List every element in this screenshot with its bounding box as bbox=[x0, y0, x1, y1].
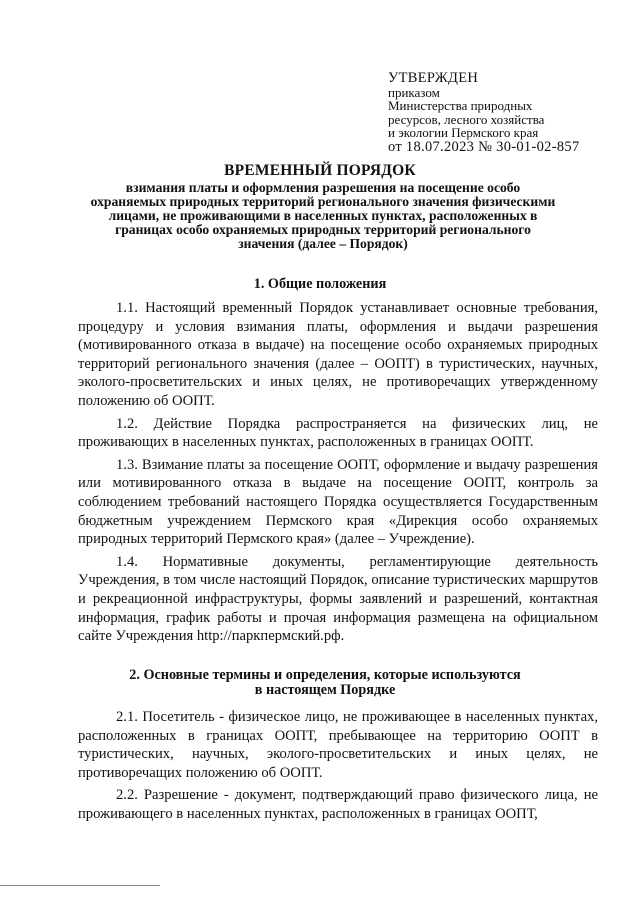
paragraph-1-2: 1.2. Действие Порядка распространяется на физических лиц, не проживающих в населенных пунктах, расположенных в границах ООПТ. bbox=[78, 415, 598, 451]
footnote-divider bbox=[0, 885, 160, 886]
document-title: ВРЕМЕННЫЙ ПОРЯДОК bbox=[224, 162, 416, 179]
section-2-heading bbox=[120, 668, 530, 697]
approval-stamp: УТВЕРЖДЕН bbox=[388, 70, 479, 86]
approval-order-number: от 18.07.2023 № 30-01-02-857 bbox=[388, 138, 580, 155]
paragraph-2-2: 2.2. Разрешение - документ, подтверждающий право физического лица, не проживающего в населенных пунктах, расположенных в границах ООПТ, bbox=[78, 787, 598, 822]
approval-line: и экологии Пермского края bbox=[388, 125, 539, 141]
paragraph-1-1: 1.1. Настоящий временный Порядок устанавливает основные требования, процедуру и условия взимания платы, оформления и выдачи разрешения (мотивированного отказа в выдаче) на посещение особо охраняемых природных территорий регионального значения (далее – ООПТ) в туристических, научных, эколого-просветительских и иных целях, не противоречащих утвержденному положению об ООПТ. bbox=[78, 300, 598, 409]
paragraph-1-4: 1.4. Нормативные документы, регламентирующие деятельность Учреждения, в том числе настоящий Порядок, описание туристических маршрутов и рекреационной инфраструктуры, формы заявлений и разрешений, контактная информация, график работы и прочая информация размещена на официальном сайте Учреждения http://паркпермский.рф. bbox=[78, 553, 598, 645]
approval-block bbox=[388, 71, 628, 155]
section-1-heading: 1. Общие положения bbox=[253, 276, 387, 292]
section-2-body bbox=[78, 708, 598, 828]
document-subtitle: взимания платы и оформления разрешения на посещение особо охраняемых природных территорий регионального значения физическими лицами, не проживающими в населенных пунктах, расположенных в границах особо охраняемых природных территорий регионального значения (далее – Порядок) bbox=[90, 180, 556, 252]
section-1-body bbox=[78, 299, 598, 650]
approval-line: Министерства природных bbox=[388, 98, 533, 114]
approval-line: приказом bbox=[388, 85, 440, 100]
section-2-heading-line: 2. Основные термины и определения, которые используются bbox=[129, 667, 521, 683]
section-2-heading-line: в настоящем Порядке bbox=[254, 681, 396, 698]
paragraph-2-1: 2.1. Посетитель - физическое лицо, не проживающее в населенных пунктах, расположенных в границах ООПТ, пребывающее на территорию ООПТ в туристических, научных, эколого-просветительских и иных целях, не противоречащих положению об ООПТ. bbox=[78, 709, 598, 781]
approval-line: ресурсов, лесного хозяйства bbox=[388, 111, 545, 127]
paragraph-1-3: 1.3. Взимание платы за посещение ООПТ, оформление и выдачу разрешения или мотивированного отказа в выдаче на посещение ООПТ, контроль за соблюдением требований настоящего Порядка осуществляется Государственным бюджетным учреждением Пермского края «Дирекция особо охраняемых природных территорий Пермского края» (далее – Учреждение). bbox=[78, 456, 598, 548]
